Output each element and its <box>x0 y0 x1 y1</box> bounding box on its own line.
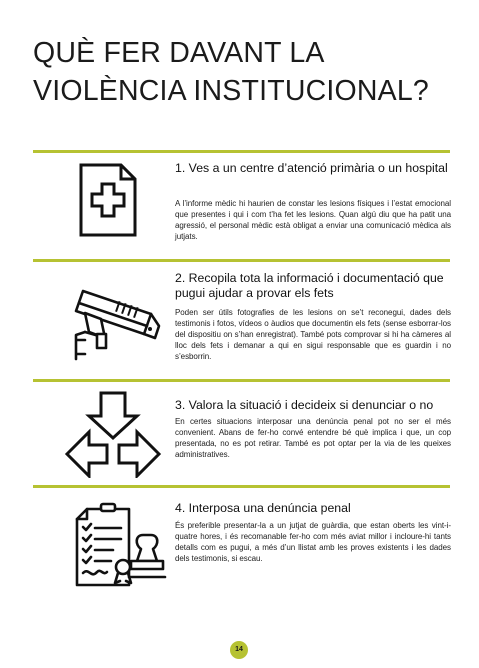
step-3 <box>33 382 450 485</box>
step-4-heading: 4. Interposa una denúncia penal <box>175 501 351 515</box>
page-number: 14 <box>230 641 248 659</box>
step-1 <box>33 153 450 259</box>
step-4-body: És preferible presentar-la a un jutjat de guàrdia, que estan oberts les vint-i-quatre hores, i és recomanable fer-ho com més aviat millor i incloure-hi tants detalls com es pugui, a més d’un llistat amb les proves existents i les dades dels testimonis, si escau. <box>175 521 451 563</box>
legal-document-stamp-icon <box>71 501 167 593</box>
step-3-heading: 3. Valora la situació i decideix si denunciar o no <box>175 398 434 412</box>
page-title-line-2: VIOLÈNCIA INSTITUCIONAL? <box>33 75 429 107</box>
page-title <box>33 34 463 110</box>
page-title-line-1: QUÈ FER DAVANT LA <box>33 37 325 69</box>
step-2-body: Poden ser útils fotografies de les lesions on se’t reconegui, dades dels testimonis i fotos, vídeos o àudios que documentin els fets (sense esborrar-los del dispositiu on s’han enregistrat). També pots comprovar si hi ha càmeres al lloc dels fets i demanar a qui en sigui responsable que es guardin i no s’esborrin. <box>175 308 451 361</box>
step-1-heading: 1. Ves a un centre d’atenció primària o un hospital <box>175 161 448 175</box>
step-2-heading: 2. Recopila tota la informació i documentació que pugui ajudar a provar els fets <box>175 271 444 300</box>
step-1-body: A l’informe mèdic hi haurien de constar les lesions físiques i l’estat emocional que presentes i qui i com t’ha fet les lesions. Quan algú diu que ha patit una agressió, el personal mèdic està obligat a enviar una comunicació mèdica als jutjats. <box>175 199 451 241</box>
step-2 <box>33 262 450 379</box>
step-3-body: En certes situacions interposar una denúncia penal pot no ser el més convenient. Abans de fer-ho convé entendre bé què implica i que, un cop presentada, no es pot retirar. També es pot optar per la via de les queixes administratives. <box>175 417 451 459</box>
decision-arrows-icon <box>63 390 163 478</box>
medical-report-icon <box>78 162 138 238</box>
security-camera-icon <box>71 286 161 362</box>
step-4 <box>33 488 450 618</box>
